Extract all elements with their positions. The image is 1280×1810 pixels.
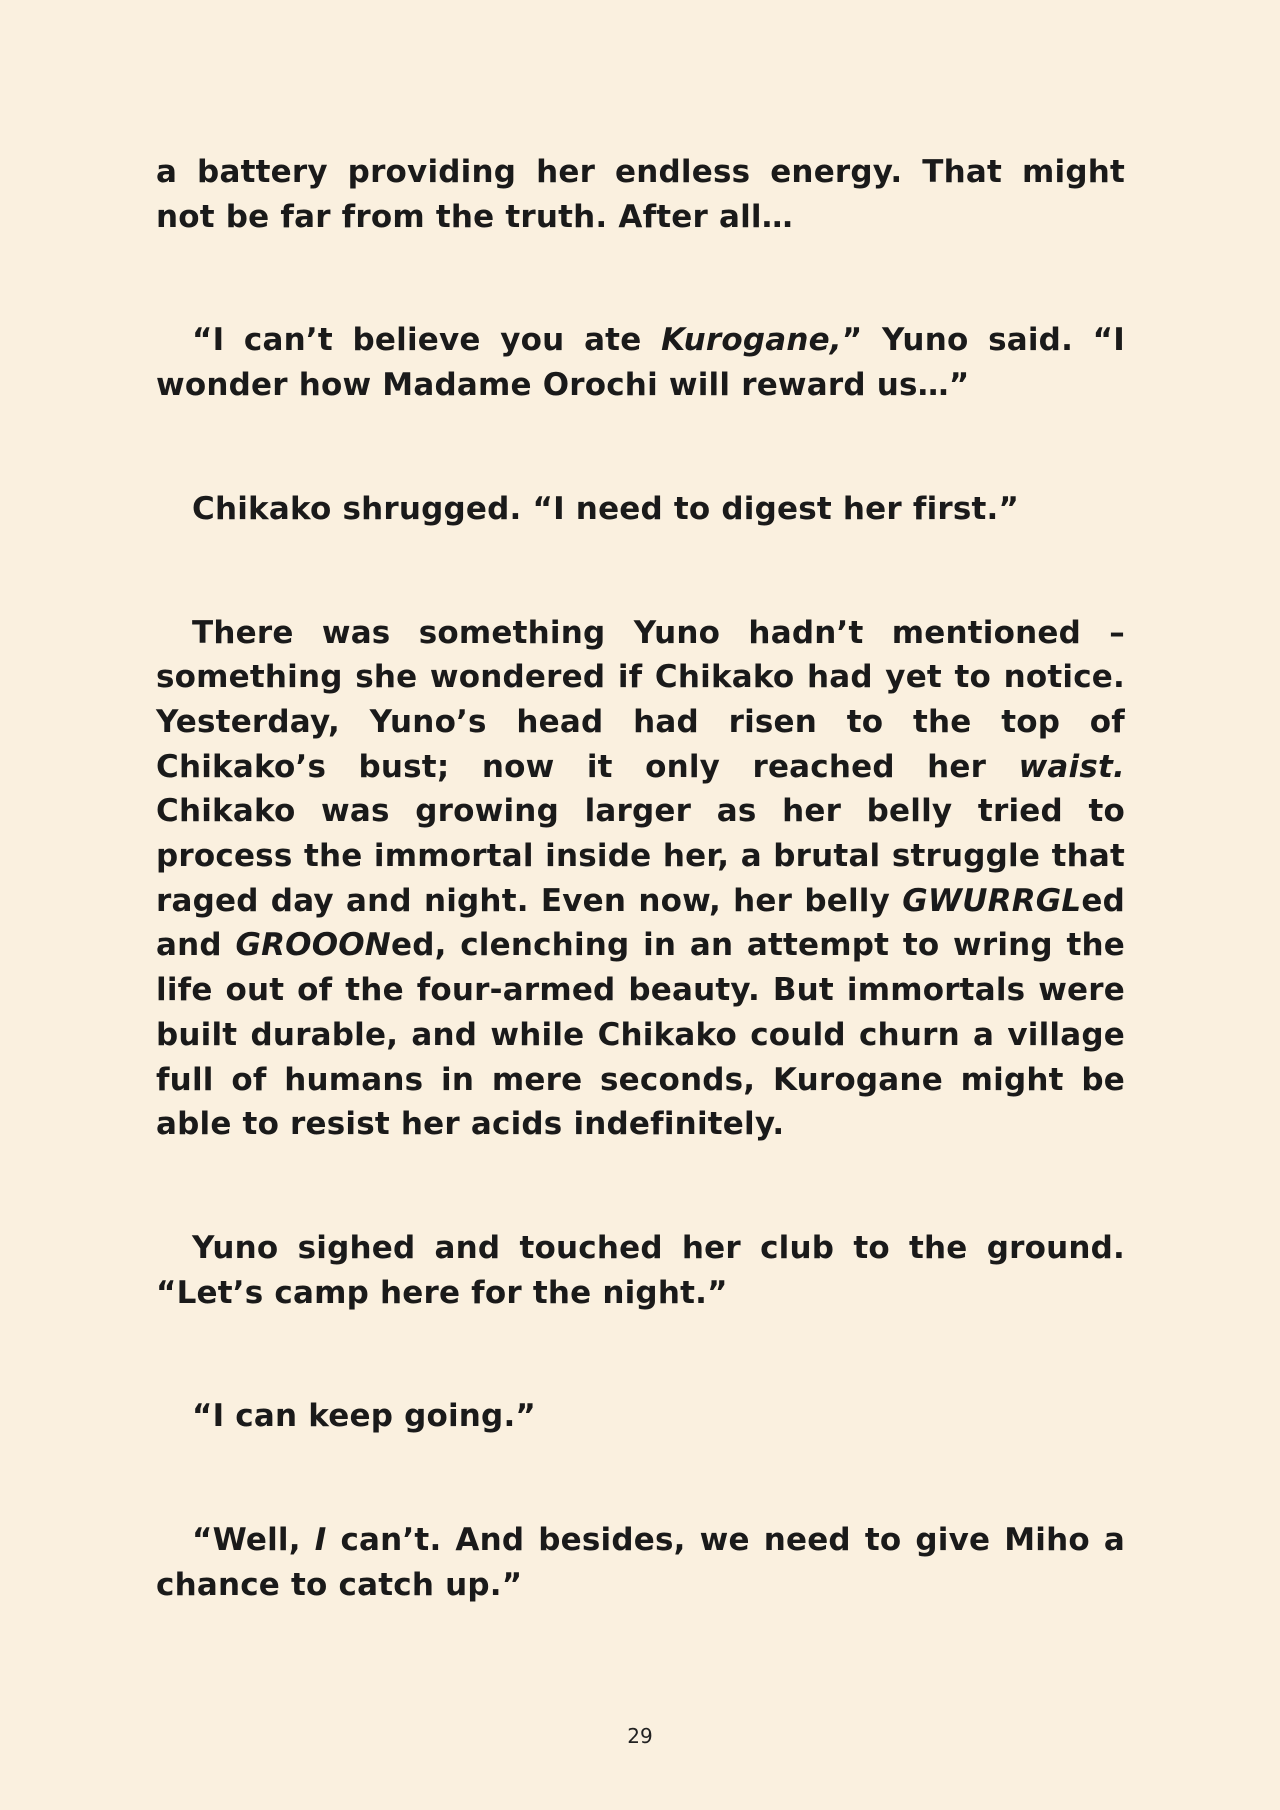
- paragraph-2: [156, 318, 1125, 407]
- paragraph-7-text: “Well,: [192, 1522, 315, 1559]
- paragraph-2-text: ” Yuno said. “I wonder how Madame Orochi will reward us…”: [156, 322, 1125, 404]
- paragraph-7-emphasis: I: [314, 1522, 327, 1559]
- paragraph-2-emphasis: Kurogane,: [661, 322, 842, 359]
- paragraph-4: [156, 611, 1125, 1147]
- paragraph-4-emphasis: waist.: [1018, 748, 1125, 785]
- paragraph-4-text: There was something Yuno hadn’t mentioned – something she wondered if Chikako had yet to notice. Yesterday, Yuno’s head had risen to the top of Chikako’s bust; now it only reached her: [156, 614, 1125, 785]
- paragraph-6-text: “I can keep going.”: [192, 1398, 536, 1435]
- paragraph-4-sound-effect: GWURRGL: [902, 882, 1082, 919]
- paragraph-4-text: ed, clenching in an attempt to wring the life out of the four-armed beauty. But immortals were built durable, and while Chikako could churn a village full of humans in mere seconds, Kurogane might be able to resist her acids indefinitely.: [156, 927, 1125, 1143]
- paragraph-6: [156, 1394, 1125, 1439]
- paragraph-7: [156, 1518, 1125, 1607]
- paragraph-4-text: ed and: [156, 882, 1125, 964]
- paragraph-5: [156, 1226, 1125, 1315]
- page-body: [156, 150, 1125, 1686]
- paragraph-7-text: can’t. And besides, we need to give Miho a chance to catch up.”: [156, 1522, 1125, 1603]
- paragraph-1-text: a battery providing her endless energy. That might not be far from the truth. After all…: [156, 154, 1125, 235]
- paragraph-3-text: Chikako shrugged. “I need to digest her first.”: [192, 490, 1020, 527]
- paragraph-2-text: “I can’t believe you ate: [192, 322, 662, 359]
- page-number: 29: [627, 1724, 653, 1748]
- paragraph-1: [156, 150, 1125, 239]
- paragraph-5-text: Yuno sighed and touched her club to the ground. “Let’s camp here for the night.”: [156, 1229, 1125, 1311]
- paragraph-4-sound-effect: GROOON: [235, 927, 391, 964]
- paragraph-3: [156, 487, 1125, 532]
- paragraph-4-text: Chikako was growing larger as her belly tried to process the immortal inside her, a brutal struggle that raged day and night. Even now, her belly: [156, 793, 1125, 919]
